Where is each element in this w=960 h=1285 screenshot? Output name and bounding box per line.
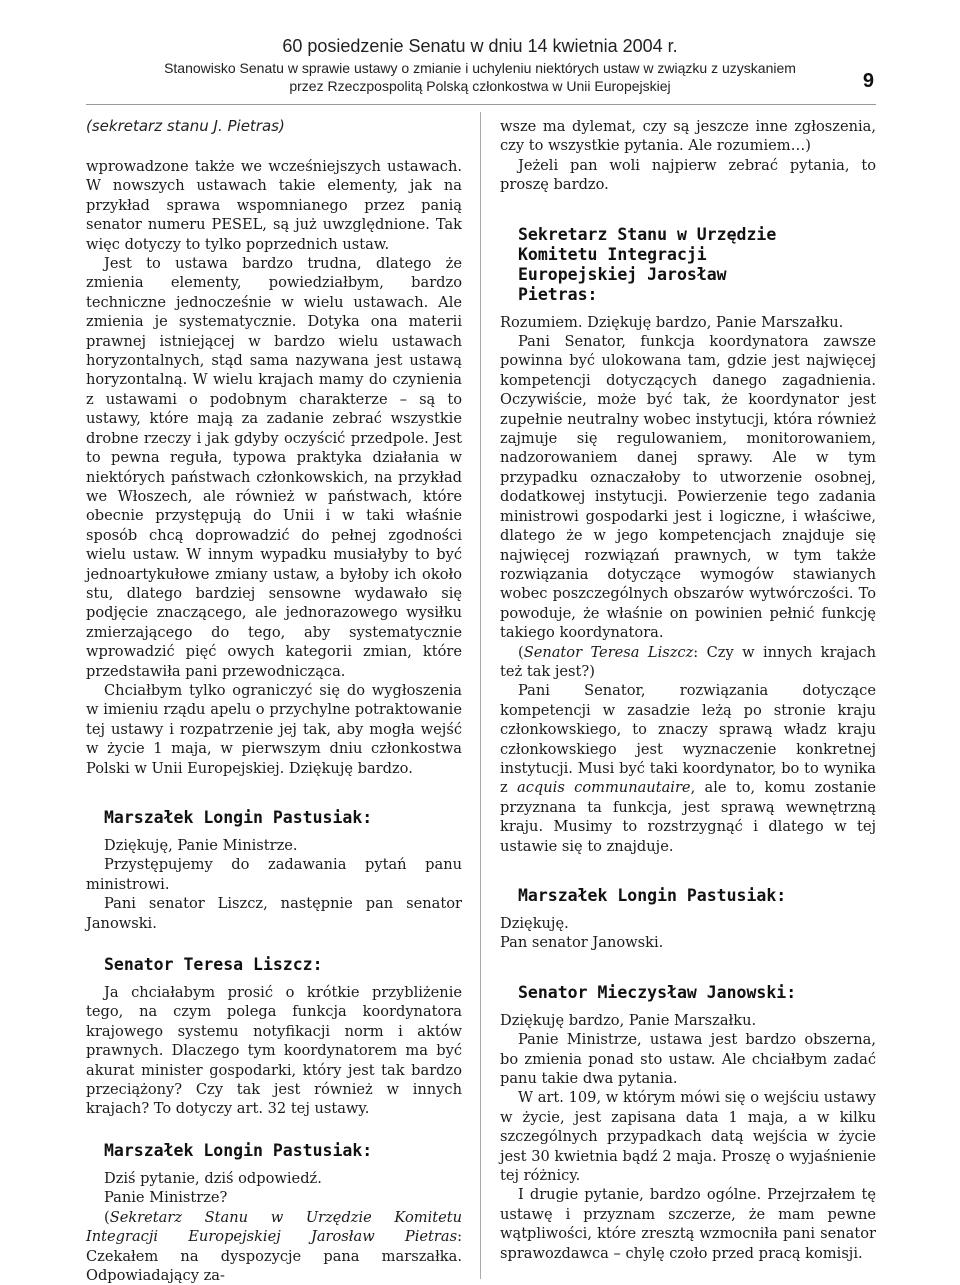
left-column <box>86 117 462 1285</box>
paragraph: Dziś pytanie, dziś odpowiedź. <box>104 1169 322 1187</box>
paragraph: Przystępujemy do zadawania pytań panu ministrowi. <box>86 856 462 893</box>
paragraph: Jeżeli pan woli najpierw zebrać pytania, to proszę bardzo. <box>500 156 876 194</box>
interjection-text: : Czekałem na dyspozycje pana marszałka. Odpowiadający za- <box>86 1228 462 1284</box>
header-divider <box>86 104 876 105</box>
speaker-heading: Marszałek Longin Pastusiak: <box>518 886 787 905</box>
paragraph: Pani Senator, funkcja koordynatora zawsze powinna być ulokowana tam, gdzie jest najwięcej kompetencji dotyczących danego zagadnienia. Oczywiście, może być tak, że koordynator jest zupełnie neutralny wobec instytucji, która również zajmuje się regulowaniem, monitorowaniem, nadzorowaniem danej sprawy. Ale w tym przypadku oznaczałoby to utworzenie osobnej, dodatkowej instytucji. Powierzenie tego zadania ministrowi gospodarki jest i logiczne, i właściwe, dlatego że w jego kompetencjach znajduje się najwięcej rozwiązań prawnych, w tym także rozwiązania dotyczące wymogów stawianych wobec poszczególnych obszarów wytwórczości. To powoduje, że właśnie on powinien pełnić funkcję takiego koordynatora. <box>500 333 876 642</box>
speaker-heading: Senator Mieczysław Janowski: <box>518 982 797 1002</box>
latin-term: acquis communautaire <box>517 779 691 797</box>
right-column <box>500 117 876 1263</box>
paragraph: Rozumiem. Dziękuję bardzo, Panie Marszałku. <box>500 313 844 331</box>
paragraph: Chciałbym tylko ograniczyć się do wygłoszenia w imieniu rządu apelu o przychylne potraktowanie tej ustawy i rozpatrzenie jej tak, aby mogła wejść w życie 1 maja, w pierwszym dniu członkostwa Polski w Unii Europejskiej. Dziękuję bardzo. <box>86 681 462 777</box>
speaker-heading: Sekretarz Stanu w Urzędzie Komitetu Integracji Europejskiej Jarosław Pietras: <box>518 224 777 304</box>
speaker-heading: Senator Teresa Liszcz: <box>104 955 323 975</box>
paragraph: Pan senator Janowski. <box>500 934 664 952</box>
interjection-text: : Czy w innych krajach też tak jest?) <box>500 643 876 680</box>
paren-open: ( <box>518 643 524 661</box>
text-part: , ale to, komu zostanie przyznana ta funkcja, jest sprawą wewnętrzną kraju. Musimy to rozstrzygnąć i dlatego w tej ustawie się to znajduje. <box>500 779 877 855</box>
session-subtitle-line1: Stanowisko Senatu w sprawie ustawy o zmianie i uchyleniu niektórych ustaw w związku z uzyskaniem <box>164 60 796 76</box>
paragraph <box>500 643 876 682</box>
session-subtitle-line2: przez Rzeczpospolitą Polską członkostwa w Unii Europejskiej <box>289 78 671 94</box>
paragraph: wsze ma dylemat, czy są jeszcze inne zgłoszenia, czy to wszystkie pytania. Ale rozumiem…) <box>500 118 876 155</box>
paragraph: Dziękuję. <box>500 915 569 932</box>
page-header <box>0 0 960 100</box>
paragraph <box>500 681 876 856</box>
paragraph: Dziękuję, Panie Ministrze. <box>104 837 298 854</box>
speaker-interjection: Senator Teresa Liszcz <box>523 643 694 661</box>
page-number: 9 <box>862 70 874 92</box>
paragraph: Panie Ministrze, ustawa jest bardzo obszerna, bo zmienia ponad sto ustaw. Ale chciałbym zadać panu takie dwa pytania. <box>500 1031 876 1088</box>
paragraph: I drugie pytanie, bardzo ogólne. Przejrzałem tę ustawę i przyznam szczerze, że mam pewne wątpliwości, które zresztą wzmocniła pani senator sprawozdawca – chylę czoło przed pracą komisji. <box>500 1186 876 1262</box>
speaker-interjection: Sekretarz Stanu w Urzędzie Komitetu Integracji Europejskiej Jarosław Pietras <box>86 1208 462 1246</box>
speaker-heading: Marszałek Longin Pastusiak: <box>104 1140 373 1160</box>
speaker-context: (sekretarz stanu J. Pietras) <box>86 117 285 135</box>
column-divider <box>480 112 481 1279</box>
paragraph: Ja chciałabym prosić o krótkie przybliżenie tego, na czym polega funkcja koordynatora krajowego systemu notyfikacji norm i aktów prawnych. Dlaczego tym koordynatorem ma być akurat minister gospodarki, który jest tak bardzo przeciążony? Czy tak jest również w innych krajach? To dotyczy art. 32 tej ustawy. <box>86 984 462 1118</box>
paragraph: Panie Ministrze? <box>104 1189 228 1207</box>
paragraph: Pani senator Liszcz, następnie pan senator Janowski. <box>86 895 462 932</box>
paragraph: W art. 109, w którym mówi się o wejściu ustawy w życie, jest zapisana data 1 maja, a w kilku szczególnych przypadkach datą wejścia w życie jest 30 kwietnia bądź 2 maja. Proszę o wyjaśnienie tej różnicy. <box>500 1089 876 1185</box>
paragraph: Jest to ustawa bardzo trudna, dlatego że zmienia elementy, powiedziałbym, bardzo techniczne jednocześnie w wielu ustawach. Ale zmienia je systematycznie. Dotyka ona materii prawnej istniejącej w bardzo wielu ustawach horyzontalnych, stąd sama nazywana jest ustawą horyzontalną. W wielu krajach mamy do czynienia z ustawami o podobnym charakterze – są to ustawy, które mają za zadanie zebrać wszystkie drobne rzeczy i jak gdyby oczyścić przedpole. Jest to pewna reguła, typowa praktyka działania w niektórych państwach członkowskich, na przykład we Włoszech, ale również w państwach, które obecnie przystępują do Unii i w taki właśnie sposób chcą doprowadzić do pełnej zgodności wielu ustaw. W innym wypadku musiałyby to być jednoartykułowe zmiany ustaw, a byłoby ich około stu, dlatego bardziej sensowne wydawało się podjęcie znaczącego, ale jednorazowego wysiłku zmierzającego do tego, aby systematycznie wprowadzić pięć owych kategorii zmian, które przedstawiła pani przewodnicząca. <box>86 255 462 680</box>
speaker-heading: Marszałek Longin Pastusiak: <box>104 808 373 827</box>
paren-open: ( <box>104 1208 110 1226</box>
text-part: Pani Senator, rozwiązania dotyczące kompetencji w zasadzie leżą po stronie kraju członkowskiego, to znaczy sprawą władz kraju członkowskiego jest wyznaczenie konkretnej instytucji. Musi być taki koordynator, bo to wynika z <box>500 682 876 797</box>
paragraph: wprowadzone także we wcześniejszych ustawach. W nowszych ustawach takie elementy, jak na przykład sprawa wspomnianego przez panią senator numeru PESEL, są już uwzględnione. Tak więc dotyczy to tylko poprzednich ustaw. <box>86 158 462 253</box>
session-title: 60 posiedzenie Senatu w dniu 14 kwietnia 2004 r. <box>282 36 678 56</box>
paragraph <box>86 1208 462 1285</box>
paragraph: Dziękuję bardzo, Panie Marszałku. <box>500 1011 757 1029</box>
